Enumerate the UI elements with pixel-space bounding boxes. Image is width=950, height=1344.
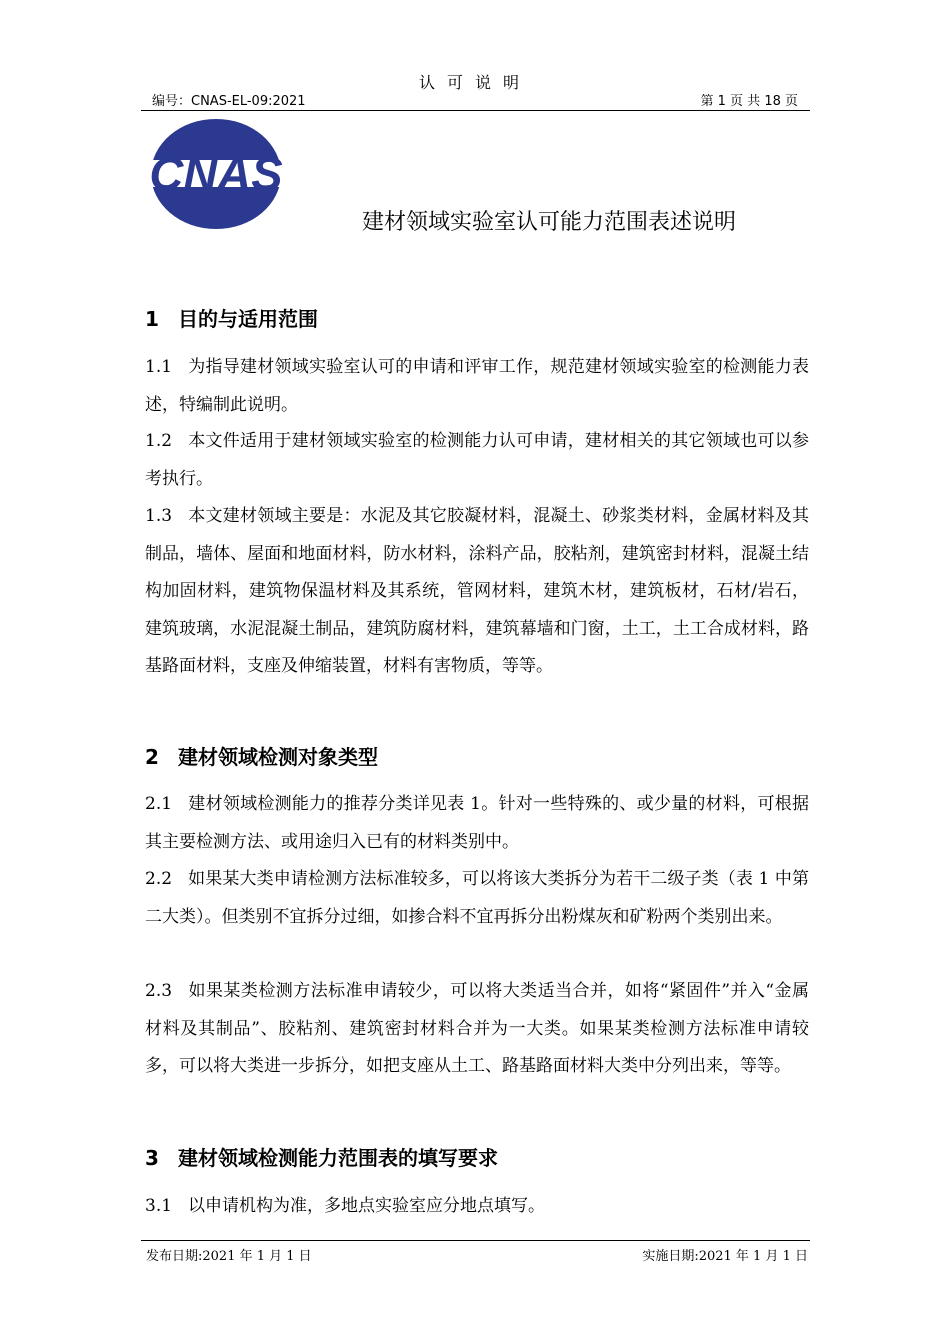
paragraph	[145, 786, 809, 861]
paragraph-text: 如果某大类申请检测方法标准较多，可以将该大类拆分为若干二级子类（表 1 中第二大类）。但类别不宜拆分过细，如掺合料不宜再拆分出粉煤灰和矿粉两个类别出来。	[145, 869, 809, 927]
paragraph-text: 如果某类检测方法标准申请较少，可以将大类适当合并，如将“紧固件”并入“金属材料及其制品”、胶粘剂、建筑密封材料合并为一大类。如果某类检测方法标准申请较多，可以将大类进一步拆分，如把支座从土工、路基路面材料大类中分列出来，等等。	[145, 981, 809, 1076]
section-title: 建材领域检测能力范围表的填写要求	[178, 1146, 498, 1170]
document-type-label: 认可说明	[418, 73, 531, 92]
page-number: 第 1 页 共 18 页	[700, 94, 798, 109]
paragraph-number: 1.1	[145, 357, 173, 377]
paragraph-number: 1.3	[145, 506, 173, 526]
section-heading	[145, 741, 378, 770]
paragraph	[145, 498, 809, 686]
logo-text: CNAS	[149, 147, 283, 200]
paragraph	[145, 1188, 809, 1226]
paragraph	[145, 349, 809, 424]
section-number: 3	[145, 1146, 159, 1170]
paragraph	[145, 861, 809, 936]
paragraph-number: 3.1	[145, 1196, 173, 1216]
paragraph-text: 为指导建材领域实验室认可的申请和评审工作，规范建材领域实验室的检测能力表述，特编制此说明。	[145, 357, 809, 415]
paragraph	[145, 973, 809, 1086]
paragraph-text: 本文建材领域主要是：水泥及其它胶凝材料，混凝土、砂浆类材料，金属材料及其制品，墙体、屋面和地面材料，防水材料，涂料产品，胶粘剂，建筑密封材料，混凝土结构加固材料，建筑物保温材料及其系统，管网材料，建筑木材，建筑板材，石材/岩石，建筑玻璃，水泥混凝土制品，建筑防腐材料，建筑幕墙和门窗，土工，土工合成材料，路基路面材料，支座及伸缩装置，材料有害物质，等等。	[145, 506, 809, 676]
paragraph-number: 2.1	[145, 794, 173, 814]
section-title: 目的与适用范围	[178, 307, 318, 331]
effective-date: 实施日期:2021 年 1 月 1 日	[642, 1249, 808, 1264]
paragraph-text: 本文件适用于建材领域实验室的检测能力认可申请，建材相关的其它领域也可以参考执行。	[145, 431, 809, 489]
paragraph-number: 1.2	[145, 431, 173, 451]
section-title: 建材领域检测对象类型	[178, 745, 378, 769]
section-number: 1	[145, 307, 159, 331]
section-heading	[145, 303, 318, 332]
section-heading	[145, 1142, 498, 1171]
paragraph-text: 建材领域检测能力的推荐分类详见表 1。针对一些特殊的、或少量的材料，可根据其主要检测方法、或用途归入已有的材料类别中。	[145, 794, 809, 852]
paragraph	[145, 423, 809, 498]
footer-divider	[141, 1240, 810, 1241]
header-divider	[141, 110, 810, 111]
paragraph-number: 2.3	[145, 981, 173, 1001]
page-header	[146, 90, 810, 110]
section-number: 2	[145, 745, 159, 769]
paragraph-text: 以申请机构为准，多地点实验室应分地点填写。	[188, 1196, 546, 1216]
document-number: 编号：CNAS-EL-09:2021	[152, 94, 306, 109]
cnas-logo	[142, 117, 292, 231]
paragraph-number: 2.2	[145, 869, 173, 889]
issue-date: 发布日期:2021 年 1 月 1 日	[146, 1249, 312, 1264]
document-title: 建材领域实验室认可能力范围表述说明	[362, 210, 737, 235]
